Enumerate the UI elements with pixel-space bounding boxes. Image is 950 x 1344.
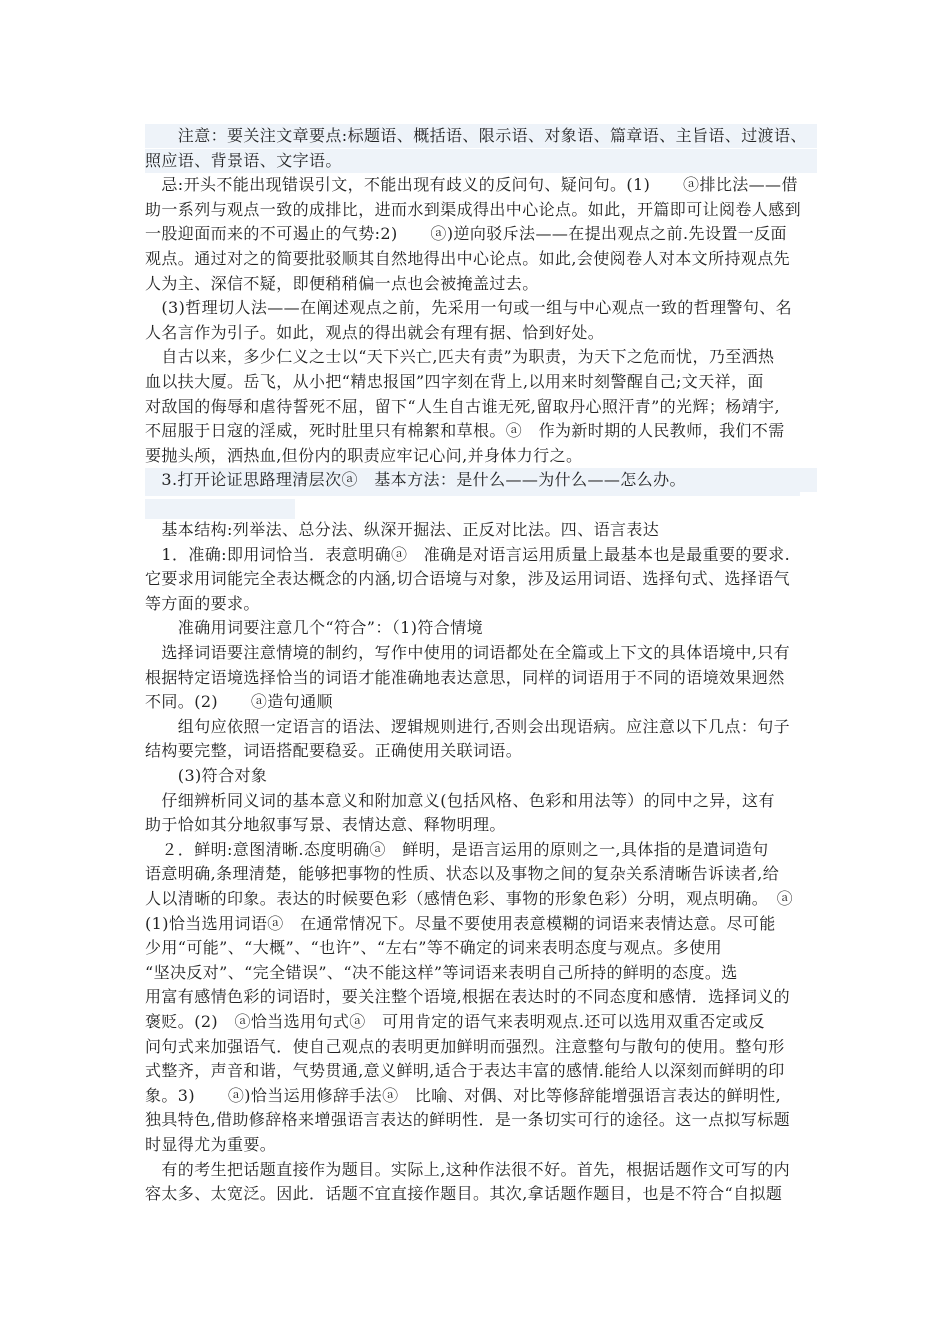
text-line: 象。3) ⓐ)恰当运用修辞手法ⓐ 比喻、对偶、对比等修辞能增强语言表达的鲜明性, [145, 1085, 782, 1105]
text-line: 准确用词要注意几个“符合”：（1)符合情境 [145, 618, 483, 638]
text-line: 选择词语要注意情境的制约，写作中使用的词语都处在全篇或上下文的具体语境中,只有 [145, 643, 791, 662]
text-line: 助于恰如其分地叙事写景、表情达意、释物明理。 [145, 815, 506, 835]
text-line: 根据特定语境选择恰当的词语才能准确地表达意思，同样的词语用于不同的语境效果迥然 [145, 667, 785, 687]
text-line: 1．准确:即用词恰当．表意明确ⓐ 准确是对语言运用质量上最基本也是最重要的要求. [145, 544, 791, 564]
text-line: (3)符合对象 [145, 766, 268, 785]
text-line: 不同。(2) ⓐ造句通顺 [145, 692, 333, 712]
text-line: 对敌国的侮辱和虐待誓死不屈，留下“人生自古谁无死,留取丹心照汗青”的光辉；杨靖宇, [145, 396, 780, 416]
text-line: 式整齐，声音和谐，气势贯通,意义鲜明,适合于表达丰富的感情.能给人以深刻而鲜明的印 [145, 1061, 785, 1081]
text-line: 褒贬。(2) ⓐ恰当选用句式ⓐ 可用肯定的语气来表明观点.还可以选用双重否定或反 [145, 1012, 765, 1031]
text-line: 一股迎面而来的不可遏止的气势:2) ⓐ)逆向驳斥法——在提出观点之前.先设置一反面 [145, 224, 787, 244]
text-line: 3.打开论证思路理清层次ⓐ 基本方法：是什么——为什么——怎么办。 [145, 468, 817, 492]
text-line: 不屈服于日寇的淫威，死时肚里只有棉絮和草根。ⓐ 作为新时期的人民教师，我们不需 [145, 421, 785, 441]
text-line: 用富有感情色彩的词语时，要关注整个语境,根据在表达时的不同态度和感情．选择词义的 [145, 987, 791, 1007]
text-line: 时显得尤为重要。 [145, 1135, 277, 1154]
text-line: 语意明确,条理清楚，能够把事物的性质、状态以及事物之间的复杂关系清晰告诉读者,给 [145, 864, 780, 884]
text-line: 注意：要关注文章要点:标题语、概括语、限示语、对象语、篇章语、主旨语、过渡语、 [145, 124, 817, 148]
text-line: (3)哲理切人法——在阐述观点之前，先采用一句或一组与中心观点一致的哲理警句、名 [145, 298, 793, 318]
text-line: 要抛头颅，洒热血,但份内的职责应牢记心问,并身体力行之。 [145, 445, 583, 465]
text-line: 血以扶大厦。岳飞，从小把“精忠报国”四字刻在背上,以用来时刻警醒自己;文天祥，面 [145, 372, 764, 391]
text-line: 忌:开头不能出现错误引文，不能出现有歧义的反问句、疑问句。(1) ⓐ排比法——借 [145, 175, 798, 195]
text-line: 独具特色,借助修辞格来增强语言表达的鲜明性．是一条切实可行的途径。这一点拟写标题 [145, 1110, 791, 1130]
text-line: 人为主、深信不疑，即便稍稍偏一点也会被掩盖过去。 [145, 273, 539, 293]
text-line: 有的考生把话题直接作为题目。实际上,这种作法很不好。首先，根据话题作文可写的内 [145, 1159, 791, 1179]
text-line: “坚决反对”、“完全错误”、“决不能这样”等词语来表明自己所持的鲜明的态度。选 [145, 962, 738, 982]
text-line: 问句式来加强语气．使自己观点的表明更加鲜明而强烈。注意整句与散句的使用。整句形 [145, 1036, 785, 1056]
text-line: 人名言作为引子。如此，观点的得出就会有理有据、恰到好处。 [145, 322, 605, 342]
text-line: 仔细辨析同义词的基本意义和附加意义(包括风格、色彩和用法等）的同中之异，这有 [145, 790, 775, 810]
text-line: 容太多、太宽泛。因此．话题不宜直接作题目。其次,拿话题作题目，也是不符合“自拟题 [145, 1184, 783, 1204]
text-line: 结构要完整，词语搭配要稳妥。正确使用关联词语。 [145, 741, 523, 761]
text-line: 自古以来，多少仁义之士以“天下兴亡,匹夫有责”为职责，为天下之危而忧，乃至洒热 [145, 347, 775, 367]
text-line: 等方面的要求。 [145, 593, 260, 613]
text-line: 观点。通过对之的简要批驳顺其自然地得出中心论点。如此,会使阅卷人对本文所持观点先 [145, 249, 791, 268]
text-line [145, 493, 817, 517]
text-line: 组句应依照一定语言的语法、逻辑规则进行,否则会出现语病。应注意以下几点：句子 [145, 716, 791, 736]
text-line: ２．鲜明:意图清晰.态度明确ⓐ 鲜明，是语言运用的原则之一,具体指的是遣词造句 [145, 839, 769, 859]
text-line: 少用“可能”、“大概”、“也许”、“左右”等不确定的词来表明态度与观点。多使用 [145, 938, 723, 958]
text-line: 基本结构:列举法、总分法、纵深开掘法、正反对比法。四、语言表达 [145, 520, 660, 539]
text-line: 助一系列与观点一致的成排比，进而水到渠成得出中心论点。如此，开篇即可让阅卷人感到 [145, 199, 802, 219]
text-line: 它要求用词能完全表达概念的内涵,切合语境与对象，涉及运用词语、选择句式、选择语气 [145, 569, 791, 589]
text-line: 照应语、背景语、文字语。 [145, 149, 817, 173]
text-line: 人以清晰的印象。表达的时候要色彩（感情色彩、事物的形象色彩）分明，观点明确。 ⓐ [145, 889, 794, 908]
text-line: (1)恰当选用词语ⓐ 在通常情况下。尽量不要使用表意模糊的词语来表情达意。尽可能 [145, 913, 776, 933]
